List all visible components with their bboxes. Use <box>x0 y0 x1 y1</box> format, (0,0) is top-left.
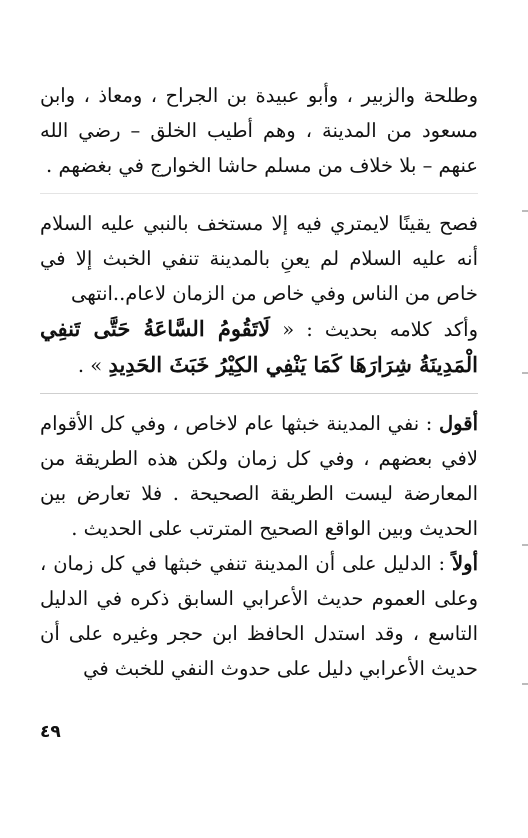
first-point-body: : الدليل على أن المدينة تنفي خبثها في كل زمان ، وعلى العموم حديث الأعرابي السابق ذكره في الدليل التاسع ، وقد استدل الحافظ ابن حجر وغيره على أن حديث الأعرابي دليل على حدوث النفي للخبث في <box>40 552 478 680</box>
divider <box>40 193 478 194</box>
response-lead: أقول <box>439 412 478 435</box>
page-body <box>40 78 478 686</box>
edge-mark <box>522 544 528 546</box>
paragraph-companions: وطلحة والزبير ، وأبو عبيدة بن الجراح ، ومعاذ ، وابن مسعود من المدينة ، وهم أطيب الخلق – رضي الله عنهم – بلا خلاف من مسلم حاشا الخوارج في بغضهم . <box>40 84 478 177</box>
hadith-quote: لَاتَقُومُ السَّاعَةُ حَتَّى تَنفِي الْمَدِينَةُ شِرَارَهَا كَمَا يَنْفِي الكِيْرُ خَبَثَ الحَدِيدِ <box>40 316 478 377</box>
paragraph-response <box>40 406 478 546</box>
paragraph-first-point <box>40 546 478 686</box>
edge-mark <box>522 372 528 374</box>
edge-mark <box>522 210 528 212</box>
edge-mark <box>522 683 528 685</box>
hadith-close: » . <box>77 354 103 377</box>
paragraph-hadith <box>40 311 478 383</box>
hadith-intro: وأكد كلامه بحديث : « <box>282 318 479 341</box>
paragraph-conclusion: فصح يقينًا لايمتري فيه إلا مستخف بالنبي عليه السلام أنه عليه السلام لم يعنِ بالمدينة تنفي الخبث إلا في خاص من الناس وفي خاص من الزمان لاعام..انتهى <box>40 212 478 305</box>
response-body: : نفي المدينة خبثها عام لاخاص ، وفي كل الأقوام لافي بعضهم ، وفي كل زمان ولكن هذه الطريقة من المعارضة ليست الطريقة الصحيحة . فلا تعارض بين الحديث وبين الواقع الصحيح المترتب على الحديث . <box>40 412 478 540</box>
first-point-lead: أولاً <box>452 552 479 575</box>
divider <box>40 393 478 394</box>
page-number: ٤٩ <box>40 722 61 742</box>
